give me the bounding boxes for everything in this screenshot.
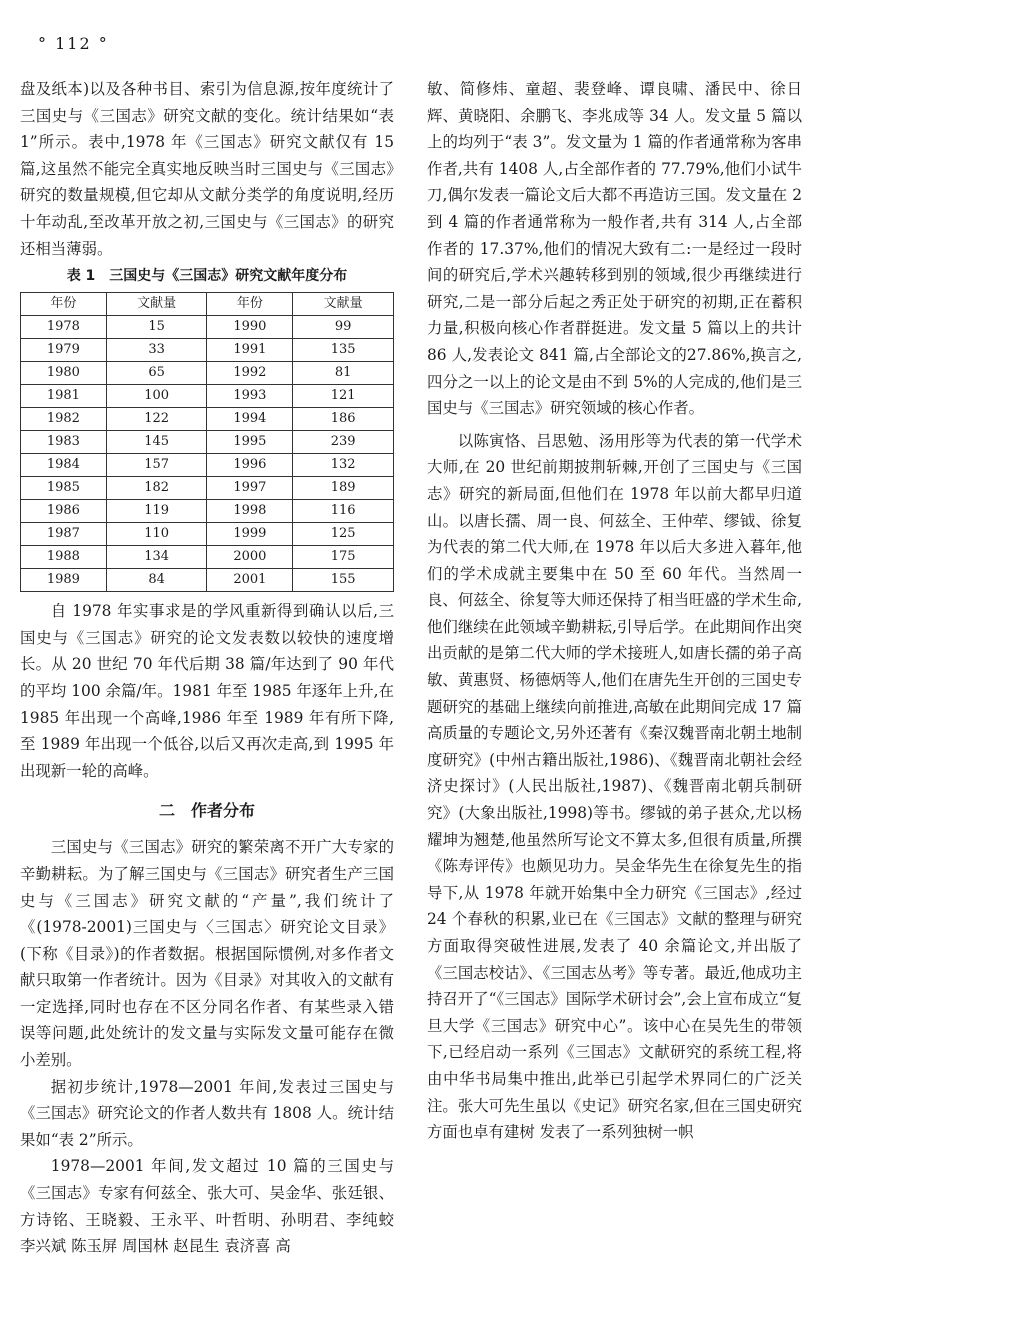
table-cell: 1983 — [21, 431, 107, 454]
table-cell: 1999 — [207, 523, 293, 546]
table-cell: 125 — [293, 523, 394, 546]
section-paragraph: 据初步统计,1978—2001 年间,发表过三国史与《三国志》研究论文的作者人数共有 1808 人。统计结果如“表 2”所示。 — [20, 1077, 394, 1149]
table-cell: 239 — [293, 431, 394, 454]
intro-paragraph: 盘及纸本)以及各种书目、索引为信息源,按年度统计了三国史与《三国志》研究文献的变化。统计结果如“表 1”所示。表中,1978 年《三国志》研究文献仅有 15 篇,这虽然不能完全真实地反映当时三国史与《三国志》研究的数量规模,但它却从文献分类学的角度说明,经历十年动乱,至改革开放之初,三国史与《三国志》的研究还相当薄弱。 — [20, 80, 394, 258]
table-cell: 1985 — [21, 477, 107, 500]
table-row — [21, 477, 394, 500]
table-row — [21, 362, 394, 385]
table-row — [21, 546, 394, 569]
table-cell: 186 — [293, 408, 394, 431]
table-cell: 175 — [293, 546, 394, 569]
table-cell: 155 — [293, 569, 394, 592]
right-column — [427, 76, 802, 1146]
table-cell: 182 — [106, 477, 207, 500]
table-cell: 1982 — [21, 408, 107, 431]
table-body — [21, 316, 394, 592]
table-cell: 1984 — [21, 454, 107, 477]
table-cell: 1990 — [207, 316, 293, 339]
table-cell: 1995 — [207, 431, 293, 454]
table-cell: 116 — [293, 500, 394, 523]
table-cell: 2000 — [207, 546, 293, 569]
body-paragraph: 以陈寅恪、吕思勉、汤用彤等为代表的第一代学术大师,在 20 世纪前期披荆斩棘,开创了三国史与《三国志》研究的新局面,但他们在 1978 年以前大都早归道山。以唐长孺、周一良、何兹全、王仲荦、缪钺、徐复为代表的第二代大师,在 1978 年以后大多进入暮年,他们的学术成就主要集中在 50 至 60 年代。当然周一良、何兹全、徐复等大师还保持了相当旺盛的学术生命,他们继续在此领域辛勤耕耘,引导后学。在此期间作出突出贡献的是第二代大师的学术接班人,如唐长孺的弟子高敏、黄惠贤、杨德炳等人,他们在唐先生开创的三国史专题研究的基础上继续向前推进,高敏在此期间完成 17 篇高质量的专题论文,另外还著有《秦汉魏晋南北朝土地制度研究》(中州古籍出版社,1986)、《魏晋南北朝社会经济史探讨》(人民出版社,1987)、《魏晋南北朝兵制研究》(大象出版社,1998)等书。缪钺的弟子甚众,尤以杨耀坤为翘楚,他虽然所写论文不算太多,但很有质量,所撰《陈寿评传》也颇见功力。吴金华先生在徐复先生的指导下,从 1978 年就开始集中全力研究《三国志》,经过 24 个春秋的积累,业已在《三国志》文献的整理与研究方面取得突破性进展,发表了 40 余篇论文,并出版了《三国志校诂》、《三国志丛考》等专著。最近,他成功主持召开了“《三国志》国际学术研讨会”,会上宣布成立“复旦大学《三国志》研究中心”。该中心在吴先生的带领下,已经启动一系列《三国志》文献研究的系统工程,将由中华书局集中推出,此举已引起学术界同仁的广泛关注。张大可先生虽以《史记》研究名家,但在三国史研究方面也卓有建树 发表了一系列独树一帜 — [427, 431, 802, 1142]
table-cell: 119 — [106, 500, 207, 523]
after-table-paragraph: 自 1978 年实事求是的学风重新得到确认以后,三国史与《三国志》研究的论文发表数以较快的速度增长。从 20 世纪 70 年代后期 38 篇/年达到了 90 年代的平均 100 余篇/年。1981 年至 1985 年逐年上升,在 1985 年出现一个高峰,1986 年至 1989 年有所下降,至 1989 年出现一个低谷,以后又再次走高,到 1995 年出现新一轮的高峰。 — [20, 602, 394, 780]
table-row — [21, 454, 394, 477]
table-row — [21, 500, 394, 523]
table-cell: 110 — [106, 523, 207, 546]
table-cell: 84 — [106, 569, 207, 592]
table-cell: 99 — [293, 316, 394, 339]
table-row — [21, 385, 394, 408]
table-row — [21, 339, 394, 362]
section-paragraph: 三国史与《三国志》研究的繁荣离不开广大专家的辛勤耕耘。为了解三国史与《三国志》研究者生产三国史与《三国志》研究文献的“产量”,我们统计了《(1978-2001)三国史与〈三国志〉研究论文目录》(下称《目录》)的作者数据。根据国际惯例,对多作者文献只取第一作者统计。因为《目录》对其收入的文献有一定选择,同时也存在不区分同名作者、有某些录入错误等问题,此处统计的发文量与实际发文量可能存在微小差别。 — [20, 838, 394, 1070]
table-cell: 1988 — [21, 546, 107, 569]
body-paragraph: 敏、简修炜、童超、裴登峰、谭良啸、潘民中、徐日辉、黄晓阳、余鹏飞、李兆成等 34 人。发文量 5 篇以上的均列于“表 3”。发文量为 1 篇的作者通常称为客串作者,共有 1408 人,占全部作者的 77.79%,他们小试牛刀,偶尔发表一篇论文后大都不再造访三国。发文量在 2 到 4 篇的作者通常称为一般作者,共有 314 人,占全部作者的 17.37%,他们的情况大致有二:一是经过一段时间的研究后,学术兴趣转移到别的领域,很少再继续进行研究,二是一部分后起之秀正处于研究的初期,正在蓄积力量,积极向核心作者群挺进。发文量 5 篇以上的共计 86 人,发表论文 841 篇,占全部论文的27.86%,换言之,四分之一以上的论文是由不到 5%的人完成的,他们是三国史与《三国志》研究领域的核心作者。 — [427, 80, 802, 418]
table-cell: 122 — [106, 408, 207, 431]
table-cell: 1989 — [21, 569, 107, 592]
table-header-cell: 文献量 — [106, 293, 207, 316]
table-cell: 135 — [293, 339, 394, 362]
table-header-row — [21, 293, 394, 316]
table-cell: 1993 — [207, 385, 293, 408]
table-row — [21, 408, 394, 431]
table-cell: 157 — [106, 454, 207, 477]
table-row — [21, 316, 394, 339]
table-row — [21, 569, 394, 592]
table-cell: 134 — [106, 546, 207, 569]
table-cell: 1987 — [21, 523, 107, 546]
table-cell: 81 — [293, 362, 394, 385]
table-row — [21, 431, 394, 454]
table-caption: 表 1 三国史与《三国志》研究文献年度分布 — [66, 268, 348, 285]
table-header-cell: 文献量 — [293, 293, 394, 316]
page-number: ° 112 ° — [38, 34, 109, 53]
table-cell: 1980 — [21, 362, 107, 385]
table-cell: 1994 — [207, 408, 293, 431]
table-cell: 132 — [293, 454, 394, 477]
section-paragraph: 1978—2001 年间,发文超过 10 篇的三国史与《三国志》专家有何兹全、张大可、吴金华、张廷银、方诗铭、王晓毅、王永平、叶哲明、孙明君、李纯蛟 李兴斌 陈玉屏 周国林 赵昆生 袁济喜 高 — [20, 1157, 394, 1256]
table-cell: 1986 — [21, 500, 107, 523]
literature-count-table — [20, 292, 394, 592]
table-cell: 145 — [106, 431, 207, 454]
table-cell: 15 — [106, 316, 207, 339]
table-cell: 1979 — [21, 339, 107, 362]
table-cell: 33 — [106, 339, 207, 362]
table-cell: 1997 — [207, 477, 293, 500]
table-cell: 100 — [106, 385, 207, 408]
table-header-cell: 年份 — [207, 293, 293, 316]
table-cell: 1978 — [21, 316, 107, 339]
section-heading: 二 作者分布 — [158, 801, 255, 821]
table-cell: 1991 — [207, 339, 293, 362]
table-cell: 1998 — [207, 500, 293, 523]
table-cell: 1996 — [207, 454, 293, 477]
table-cell: 1981 — [21, 385, 107, 408]
table-cell: 1992 — [207, 362, 293, 385]
left-column — [20, 76, 394, 1260]
table-cell: 2001 — [207, 569, 293, 592]
table-cell: 189 — [293, 477, 394, 500]
table-cell: 121 — [293, 385, 394, 408]
table-header-cell: 年份 — [21, 293, 107, 316]
table-row — [21, 523, 394, 546]
table-cell: 65 — [106, 362, 207, 385]
